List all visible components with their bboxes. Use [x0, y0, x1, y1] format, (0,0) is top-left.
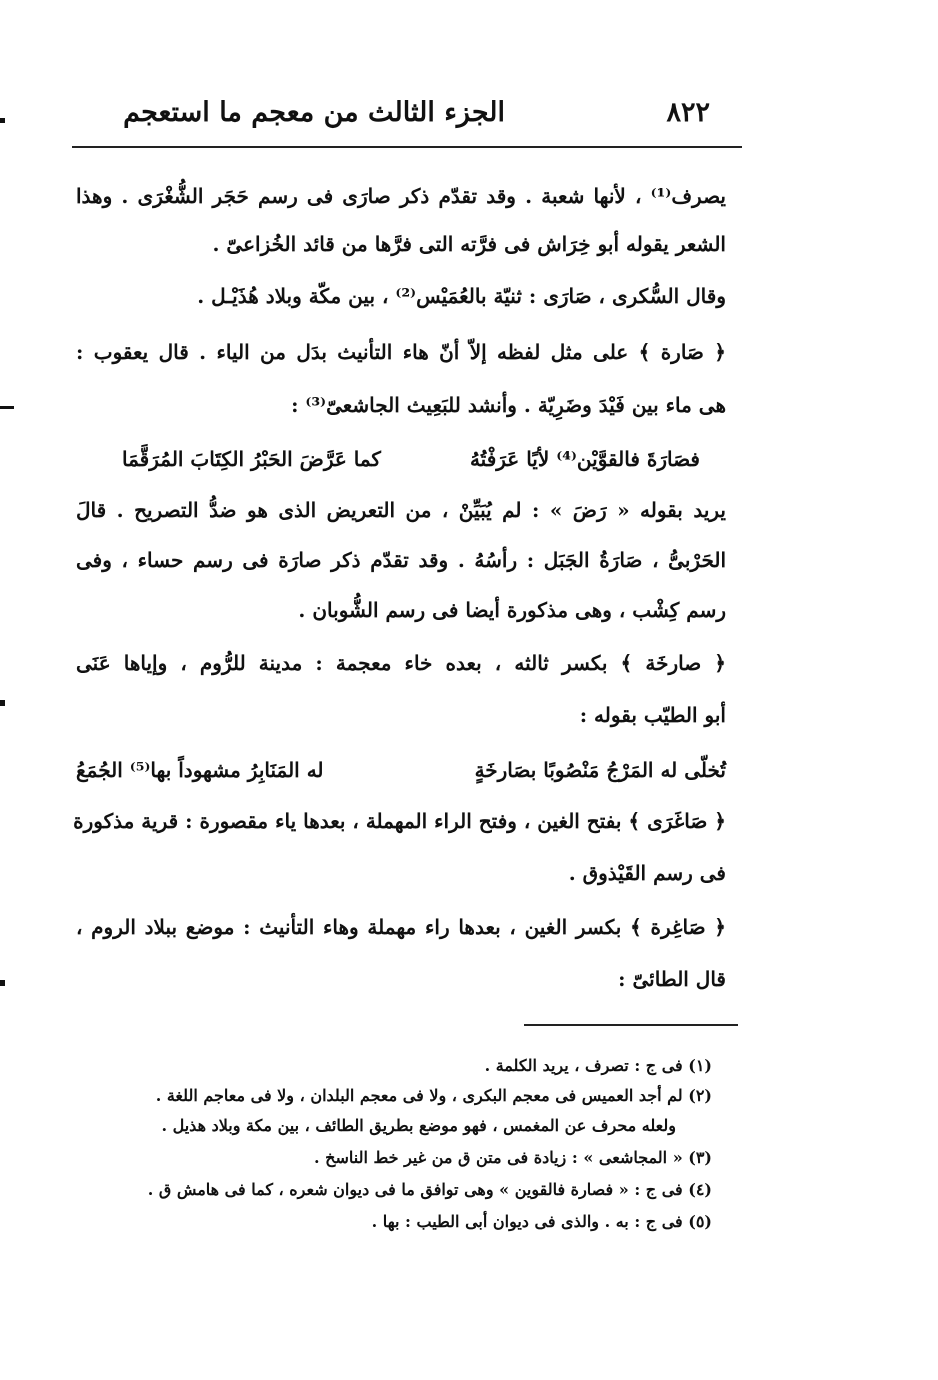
- body-line-7: الحَرْبىُّ ، صَارَةُ الجَبَل : رأسُهُ . وقد تقدّم ذكر صارَة فى رسم حساء ، وفى: [76, 548, 726, 572]
- footnote-3: (٣) « المجاشعى » : زيادة فى متن ق من غير خط الناسخ .: [313, 1148, 712, 1167]
- page-number: ٨٢٢: [666, 97, 710, 128]
- header-title: الجزء الثالث من معجم ما استعجم: [123, 97, 505, 128]
- running-header: [123, 95, 710, 135]
- footnote-separator: [524, 1024, 738, 1026]
- body-line-4: ﴿ صَارة ﴾ على مثل لفظه إلاّ أنّ هاء التأنيث بدَل من الياء . قال يعقوب :: [76, 340, 726, 364]
- scan-edge-mark: [0, 118, 5, 123]
- verse-2-second-half: له المَنَابِرُ مشهوداً بها⁽⁵⁾ الجُمَعُ: [76, 758, 324, 782]
- header-rule: [72, 146, 742, 148]
- footnote-1: (١) فى ج : تصرف ، يريد الكلمة .: [484, 1056, 712, 1075]
- body-line-12: فى رسم القَيْذوق .: [568, 861, 726, 885]
- scan-edge-mark: [0, 700, 5, 706]
- body-line-1: يصرف⁽¹⁾ ، لأنها شعبة . وقد تقدّم ذكر صارَى فى رسم حَجَر الشُّغْرَى . وهذا: [76, 184, 726, 208]
- verse-1-second-half: كما عَرَّضَ الحَبْرُ الكِتَابَ المُرَقَّمَا: [122, 447, 381, 471]
- scan-edge-mark: [0, 980, 5, 986]
- body-line-3: وقال السُّكرى ، صَارَى : ثنيّة بالعُمَيْس⁽²⁾ ، بين مكّة وبلاد هُذَيْـل .: [197, 284, 726, 308]
- body-line-6: يريد بقوله « رَضَ » : لم يُبَيِّنْ ، من التعريض الذى هو ضدُّ التصريح . قالَ: [76, 498, 726, 522]
- footnote-4: (٤) فى ج : « فصارة فالقوين » وهى توافق ما فى ديوان شعره ، كما فى هامش ق .: [147, 1180, 712, 1199]
- verse-1-first-half: فصَارَةَ فالقوَّيْن⁽⁴⁾ لأيًا عَرَفْتُهُ: [469, 447, 700, 471]
- footnote-2: (٢) لم أجد العميس فى معجم البكرى ، ولا فى معجم البلدان ، ولا فى معاجم اللغة .: [155, 1086, 712, 1105]
- body-line-5: هى ماء بين فَيْدَ وضَرِيّة . وأنشد للبَعِيث الجاشعىّ⁽³⁾ :: [291, 393, 726, 417]
- scan-edge-mark: [0, 406, 14, 409]
- body-line-14: قال الطائىّ :: [618, 967, 726, 991]
- body-line-9: ﴿ صارخَة ﴾ بكسر ثالثه ، بعده خاء معجمة : مدينة للرُّوم ، وإياها عَنَى: [76, 651, 726, 675]
- verse-2-first-half: تُخلّى له المَرْجُ مَنْصُوبًا بصَارخَةٍ: [474, 758, 726, 782]
- body-line-2: الشعر يقوله أبو خِرَاش فى فرَّته التى فرَّها من قائد الخُزاعىّ .: [212, 232, 726, 256]
- footnote-5: (٥) فى ج : به . والذى فى ديوان أبى الطيب : بها .: [371, 1212, 712, 1231]
- body-line-11: ﴿ صَاغَرَى ﴾ بفتح الغين ، وفتح الراء المهملة ، بعدها ياء مقصورة : قرية مذكورة: [73, 809, 726, 833]
- body-line-8: رسم كِشْب ، وهى مذكورة أيضا فى رسم الشُّوبان .: [298, 598, 726, 622]
- footnote-2-continued: ولعله محرف عن المغمس ، فهو موضع بطريق الطائف ، بين مكة وبلاد هذيل .: [161, 1116, 676, 1135]
- body-line-10: أبو الطيّب بقوله :: [579, 703, 726, 727]
- body-line-13: ﴿ صَاغِرة ﴾ بكسر الغين ، بعدها راء مهملة وهاء التأنيث : موضع ببلاد الروم ،: [76, 915, 726, 939]
